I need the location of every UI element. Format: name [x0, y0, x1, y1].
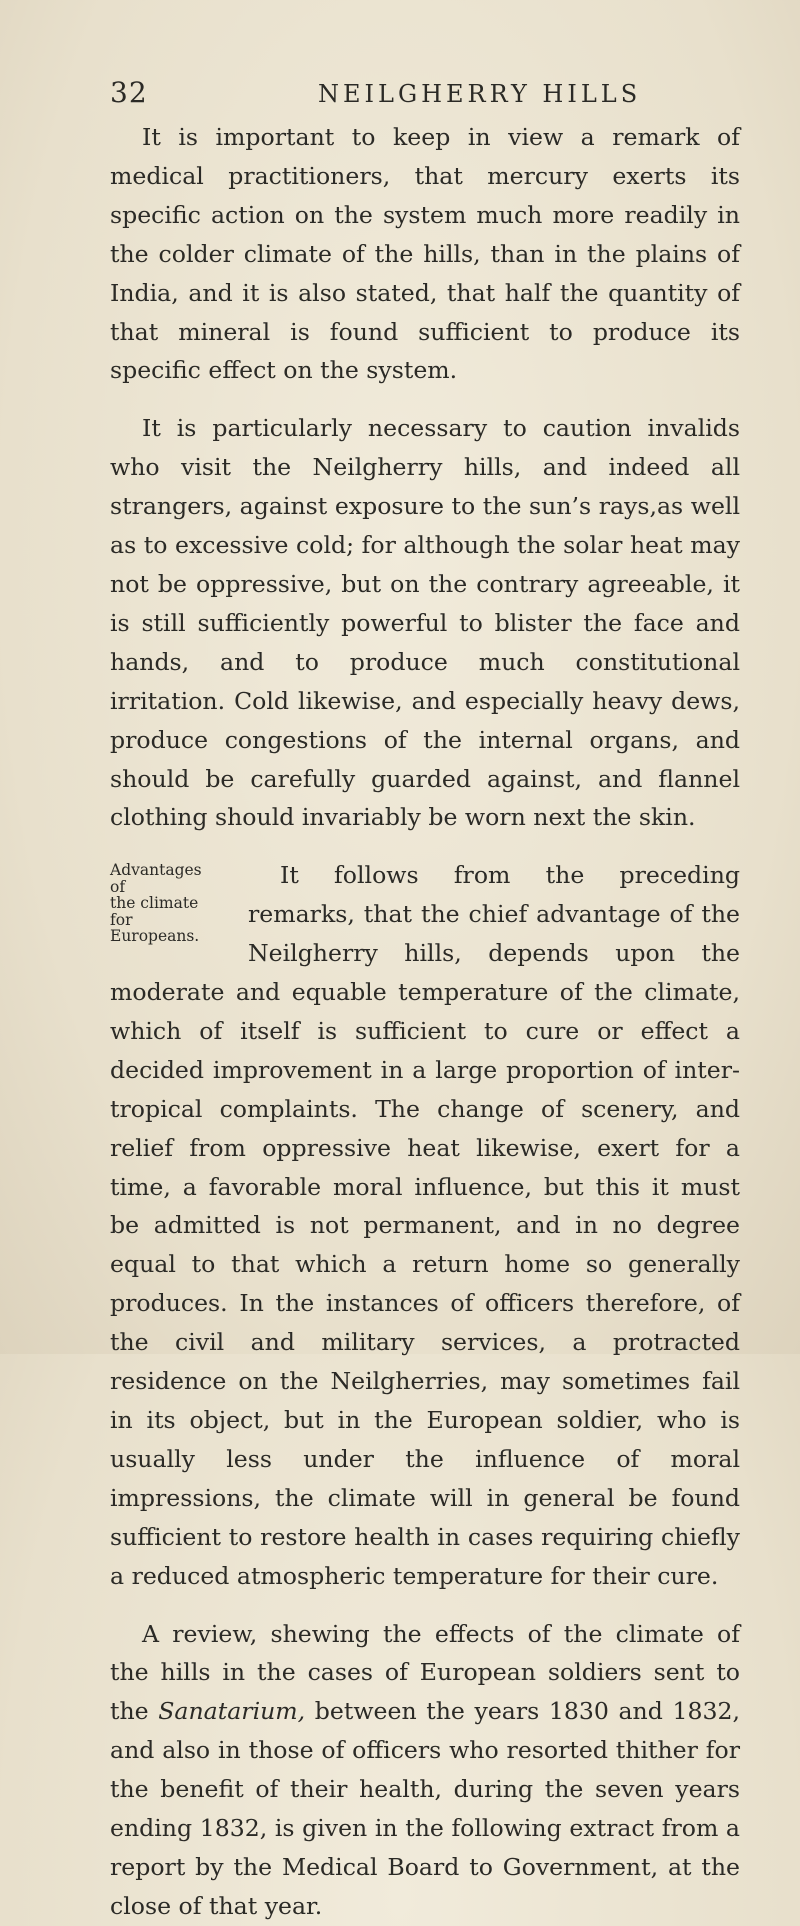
- paragraph-caution: It is particularly necessary to caution invalids who visit the Neilgherry hills, and indeed all strangers, against exposure to the sun’s rays,as well as to excessive cold; for although the solar heat may not be oppressive, but on the contrary agreeable, it is still sufficiently powerful to blister the face and hands, and to produce much constitutional irritation. Cold likewise, and especially heavy dews, produce congestions of the internal organs, and should be carefully guarded against, and flannel clothing should invariably be worn next the skin.: [110, 414, 740, 832]
- margin-note-line: Europeans.: [110, 927, 200, 946]
- paragraph-mercury: It is important to keep in view a remark of medical practitioners, that mercury exerts its specific action on the system much more readily in the colder climate of the hills, than in the plains of India, and it is also stated, that half the quantity of that mineral is found sufficient to produce its specific effect on the system.: [110, 123, 740, 385]
- review-text-end: between the years 1830 and 1832, and also in those of officers who resorted thither for the benefit of their health, during the seven years ending 1832, is given in the following extract from a report by the Medical Board to Government, at the close of that year.: [110, 1697, 741, 1920]
- sanatarium-italic: Sanatarium,: [158, 1697, 306, 1726]
- body-text: [110, 118, 740, 1926]
- page-number: 32: [110, 76, 148, 109]
- paragraph-advantages-text: It follows from the preceding remarks, that the chief advantage of the Neilgherry hills, depends upon the moderate and equable temperature of the climate, which of itself is sufficient to cure or effect a decided improvement in a large proportion of inter-tropical complaints. The change of scenery, and relief from oppressive heat likewise, exert for a time, a favorable moral influence, but this it must be admitted is not permanent, and in no degree equal to that which a return home so generally produces. In the instances of officers therefore, of the civil and military services, a protracted residence on the Neilgherries, may sometimes fail in its object, but in the European soldier, who is usually less under the influence of moral impressions, the climate will in general be found sufficient to restore health in cases requiring chiefly a reduced atmospheric temperature for their cure.: [110, 861, 740, 1590]
- review-text-start: A review, shewing the effects of the climate of the hills in the cases of European soldiers sent to the: [110, 1619, 740, 1726]
- margin-note: [110, 862, 220, 945]
- paragraph-review: [110, 1615, 740, 1926]
- margin-note-line: Advantages of: [110, 861, 202, 896]
- page-header: [0, 76, 800, 116]
- paragraph-advantages: [110, 856, 740, 1595]
- running-title: NEILGHERRY HILLS: [318, 80, 642, 108]
- margin-note-line: the climate for: [110, 894, 199, 929]
